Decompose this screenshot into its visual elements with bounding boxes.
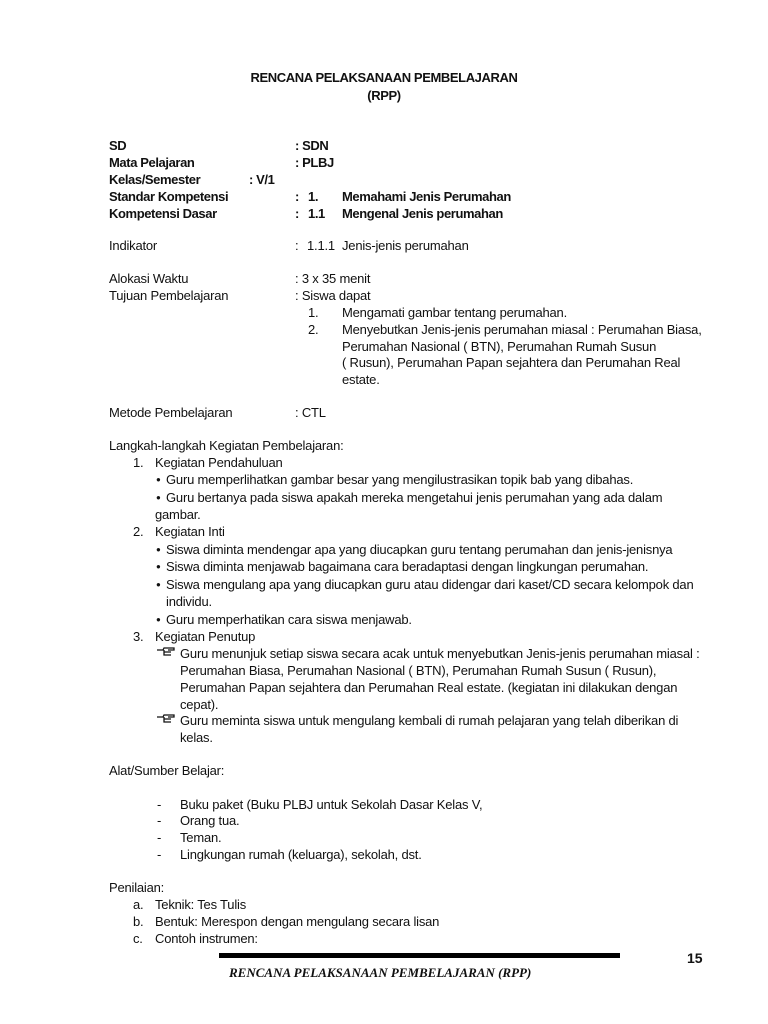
bullet-item: ● Guru bertanya pada siswa apakah mereka mengetahui jenis perumahan yang ada dalam — [166, 490, 662, 505]
alokasi-label: Alokasi Waktu — [109, 271, 189, 286]
bullet-item-continuation: gambar. — [155, 507, 201, 522]
penilaian-letter: c. — [133, 931, 143, 946]
footer-rule — [219, 953, 620, 958]
sd-label: SD — [109, 138, 127, 153]
sk-text: Memahami Jenis Perumahan — [342, 189, 511, 204]
footer-running-title: RENCANA PELAKSANAAN PEMBELAJARAN (RPP) — [229, 965, 532, 980]
penilaian-letter: b. — [133, 914, 144, 929]
dash-marker: - — [157, 847, 162, 862]
kd-number: 1.1 — [308, 206, 325, 221]
indikator-colon: : — [295, 238, 299, 253]
bullet-item: ● Guru memperlihatkan gambar besar yang mengilustrasikan topik bab yang dibahas. — [166, 472, 633, 487]
tujuan-item-line: estate. — [342, 372, 380, 387]
mapel-value: : PLBJ — [295, 155, 334, 170]
kd-label: Kompetensi Dasar — [109, 206, 217, 221]
tujuan-item-number: 1. — [308, 305, 319, 320]
section-title: Kegiatan Inti — [155, 524, 225, 539]
penilaian-letter: a. — [133, 897, 144, 912]
sk-number: 1. — [308, 189, 319, 204]
alat-item: Lingkungan rumah (keluarga), sekolah, dst. — [180, 847, 422, 862]
penutup-item-line: kelas. — [180, 730, 213, 745]
penutup-item-line: Guru menunjuk setiap siswa secara acak untuk menyebutkan Jenis-jenis perumahan miasal : — [180, 646, 700, 661]
penutup-item-line: Perumahan Papan sejahtera dan Perumahan Real estate. (kegiatan ini dilakukan dengan — [180, 680, 678, 695]
penutup-item-line: Perumahan Biasa, Perumahan Nasional ( BTN), Perumahan Rumah Susun ( Rusun), — [180, 663, 657, 678]
alat-item: Teman. — [180, 830, 222, 845]
tujuan-item-line: Mengamati gambar tentang perumahan. — [342, 305, 567, 320]
tujuan-value: : Siswa dapat — [295, 288, 371, 303]
alat-item: Orang tua. — [180, 813, 240, 828]
tujuan-item-number: 2. — [308, 322, 319, 337]
sd-value: : SDN — [295, 138, 329, 153]
alat-item: Buku paket (Buku PLBJ untuk Sekolah Dasar Kelas V, — [180, 797, 483, 812]
pointing-hand-icon — [156, 647, 176, 657]
tujuan-item-line: Perumahan Nasional ( BTN), Perumahan Rumah Susun — [342, 339, 657, 354]
penutup-item-line: Guru meminta siswa untuk mengulang kembali di rumah pelajaran yang telah diberikan di — [180, 713, 679, 728]
bullet-item-continuation: individu. — [166, 594, 212, 609]
penilaian-item: Contoh instrumen: — [155, 931, 258, 946]
langkah-heading: Langkah-langkah Kegiatan Pembelajaran: — [109, 438, 344, 453]
page-number: 15 — [687, 950, 703, 966]
penilaian-item: Bentuk: Merespon dengan mengulang secara lisan — [155, 914, 440, 929]
penilaian-item: Teknik: Tes Tulis — [155, 897, 247, 912]
kd-text: Mengenal Jenis perumahan — [342, 206, 503, 221]
section-number: 2. — [133, 524, 144, 539]
bullet-item: ● Siswa diminta menjawab bagaimana cara beradaptasi dengan lingkungan perumahan. — [166, 559, 648, 574]
indikator-label: Indikator — [109, 238, 158, 253]
indikator-text: Jenis-jenis perumahan — [342, 238, 469, 253]
section-number: 1. — [133, 455, 144, 470]
dash-marker: - — [157, 813, 162, 828]
penutup-item-line: cepat). — [180, 697, 219, 712]
bullet-item: ● Siswa diminta mendengar apa yang diucapkan guru tentang perumahan dan jenis-jenisnya — [166, 542, 672, 557]
penilaian-heading: Penilaian: — [109, 880, 165, 895]
document-title-line1: RENCANA PELAKSANAAN PEMBELAJARAN — [250, 70, 518, 85]
tujuan-item-line: Menyebutkan Jenis-jenis perumahan miasal : Perumahan Biasa, — [342, 322, 702, 337]
bullet-item: ● Guru memperhatikan cara siswa menjawab. — [166, 612, 412, 627]
dash-marker: - — [157, 830, 162, 845]
tujuan-label: Tujuan Pembelajaran — [109, 288, 229, 303]
alokasi-value: : 3 x 35 menit — [295, 271, 371, 286]
sk-label: Standar Kompetensi — [109, 189, 229, 204]
kelas-label: Kelas/Semester — [109, 172, 201, 187]
document-title-line2: (RPP) — [367, 88, 401, 103]
metode-label: Metode Pembelajaran — [109, 405, 233, 420]
bullet-item: ● Siswa mengulang apa yang diucapkan guru atau didengar dari kaset/CD secara kelompok dan — [166, 577, 694, 592]
kd-colon: : — [295, 206, 299, 221]
dash-marker: - — [157, 797, 162, 812]
section-title: Kegiatan Pendahuluan — [155, 455, 283, 470]
sk-colon: : — [295, 189, 299, 204]
indikator-number: 1.1.1 — [307, 238, 335, 253]
alat-heading: Alat/Sumber Belajar: — [109, 763, 225, 778]
kelas-value: : V/1 — [249, 172, 275, 187]
mapel-label: Mata Pelajaran — [109, 155, 195, 170]
section-title: Kegiatan Penutup — [155, 629, 256, 644]
metode-value: : CTL — [295, 405, 326, 420]
section-number: 3. — [133, 629, 144, 644]
pointing-hand-icon — [156, 714, 176, 724]
tujuan-item-line: ( Rusun), Perumahan Papan sejahtera dan Perumahan Real — [342, 355, 681, 370]
